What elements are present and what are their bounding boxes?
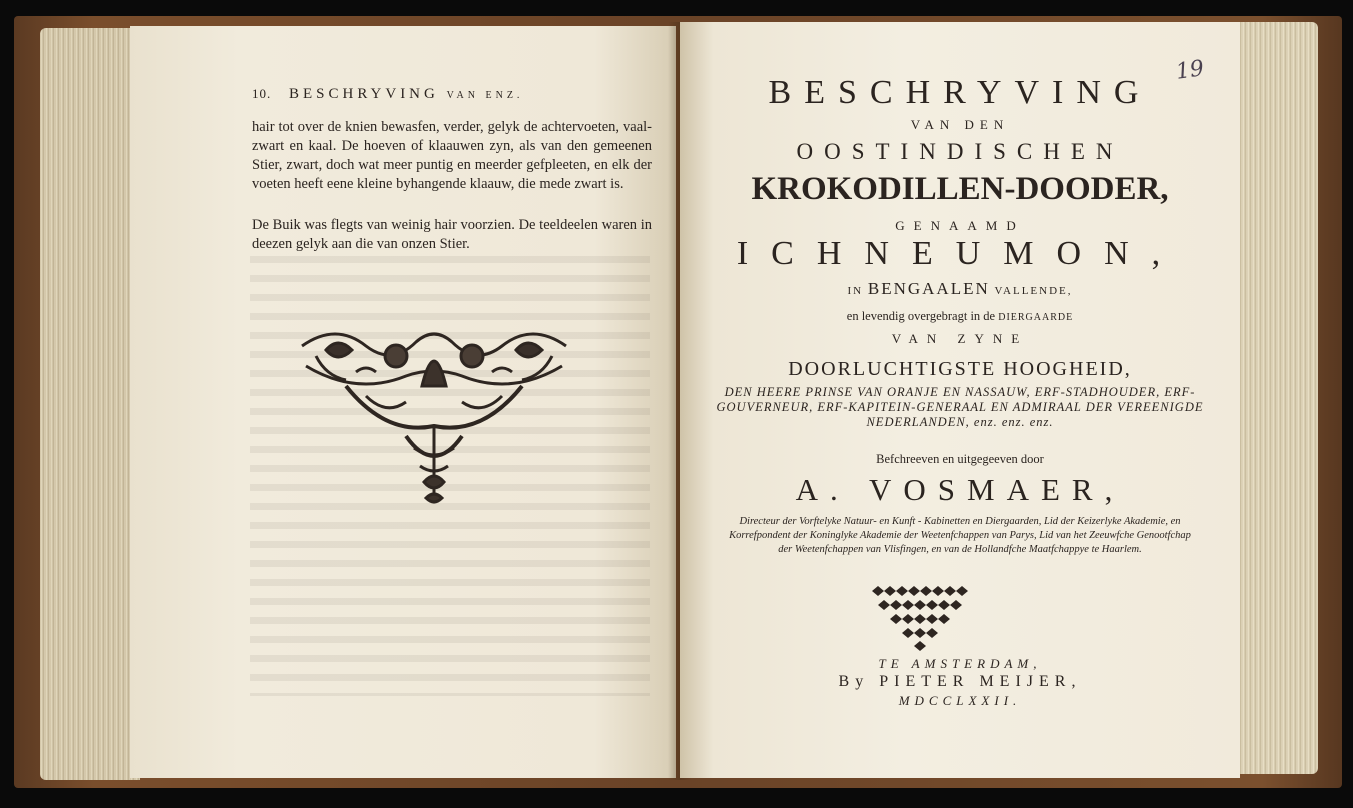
levendig-text: en levendig overgebragt in de (846, 309, 996, 323)
title-genaamd: GENAAMD (895, 218, 1025, 233)
title-beschreeven: Befchreeven en uitgegeeven door (876, 452, 1044, 466)
running-head (252, 86, 672, 103)
title-van-den: VAN DEN (910, 117, 1010, 132)
author-name: A. VOSMAER, (795, 472, 1125, 507)
author-credentials: Directeur der Vorftelyke Natuur- en Kunft - Kabinetten en Diergaarden, Lid der Keizerlyke Akademie, en Korrefpondent der Koninglyke Akademie der Weetenfchappen van Parys, Lid van het Zeeuwfche Genootfchap der Weetenfchappen van Vlisfingen, en van de Hollandfche Maatfchappye te Haarlem. (729, 516, 1191, 555)
paragraph-1: hair tot over de knien bewasfen, verder, gelyk de achtervoeten, vaal-zwart en kaal. De hoeven of klaauwen zyn, als van den gemeenen Stier, zwart, doch wat meer puntig en meerder gefpleeten, en elk der voeten heeft eene kleine byhangende klaauw, die mede zwart is. (252, 119, 652, 192)
title-levendig (680, 309, 1240, 324)
running-head-title: BESCHRYVING (289, 86, 439, 102)
imprint-printer: By PIETER MEIJER, (838, 673, 1082, 690)
handwritten-folio-number: 19 (1174, 56, 1206, 85)
running-head-small: VAN ENZ. (446, 90, 524, 101)
title-doorluchtigste: DOORLUCHTIGSTE HOOGHEID, (788, 358, 1132, 380)
word-bengaalen: BENGAALEN (867, 279, 990, 298)
fleuron-ornament (870, 585, 970, 651)
title-van-zyne: VAN ZYNE (891, 331, 1029, 346)
imprint-place: TE AMSTERDAM, (878, 656, 1042, 671)
left-page (130, 26, 676, 778)
right-page (680, 22, 1240, 778)
word-diergaarde: DIERGAARDE (998, 312, 1074, 323)
title-oostindischen: OOSTINDISCHEN (796, 139, 1124, 164)
title-krokodillen-dooder: KROKODILLEN-DOODER, (751, 171, 1169, 207)
left-page-edges (40, 28, 140, 780)
title-ichneumon: ICHNEUMON, (736, 235, 1184, 272)
vignette-ornament (296, 326, 572, 506)
title-beschryving: BESCHRYVING (768, 74, 1152, 111)
paragraph-2: De Buik was flegts van weinig hair voorzien. De teeldeelen waren in deezen gelyk aan die van onzen Stier. (252, 217, 652, 252)
imprint-date: MDCCLXXII. (898, 693, 1022, 708)
word-in: IN (847, 285, 864, 297)
page-number: 10. (252, 86, 272, 101)
title-prinse-van-oranje: DEN HEERE PRINSE VAN ORANJE EN NASSAUW, ERF-STADHOUDER, ERF-GOUVERNEUR, ERF-KAPITEIN-GENERAAL EN ADMIRAAL DER VEREENIGDE NEDERLANDEN, enz. enz. enz. (716, 385, 1204, 429)
title-in-bengaalen (680, 279, 1240, 299)
word-vallende: VALLENDE, (994, 285, 1073, 297)
